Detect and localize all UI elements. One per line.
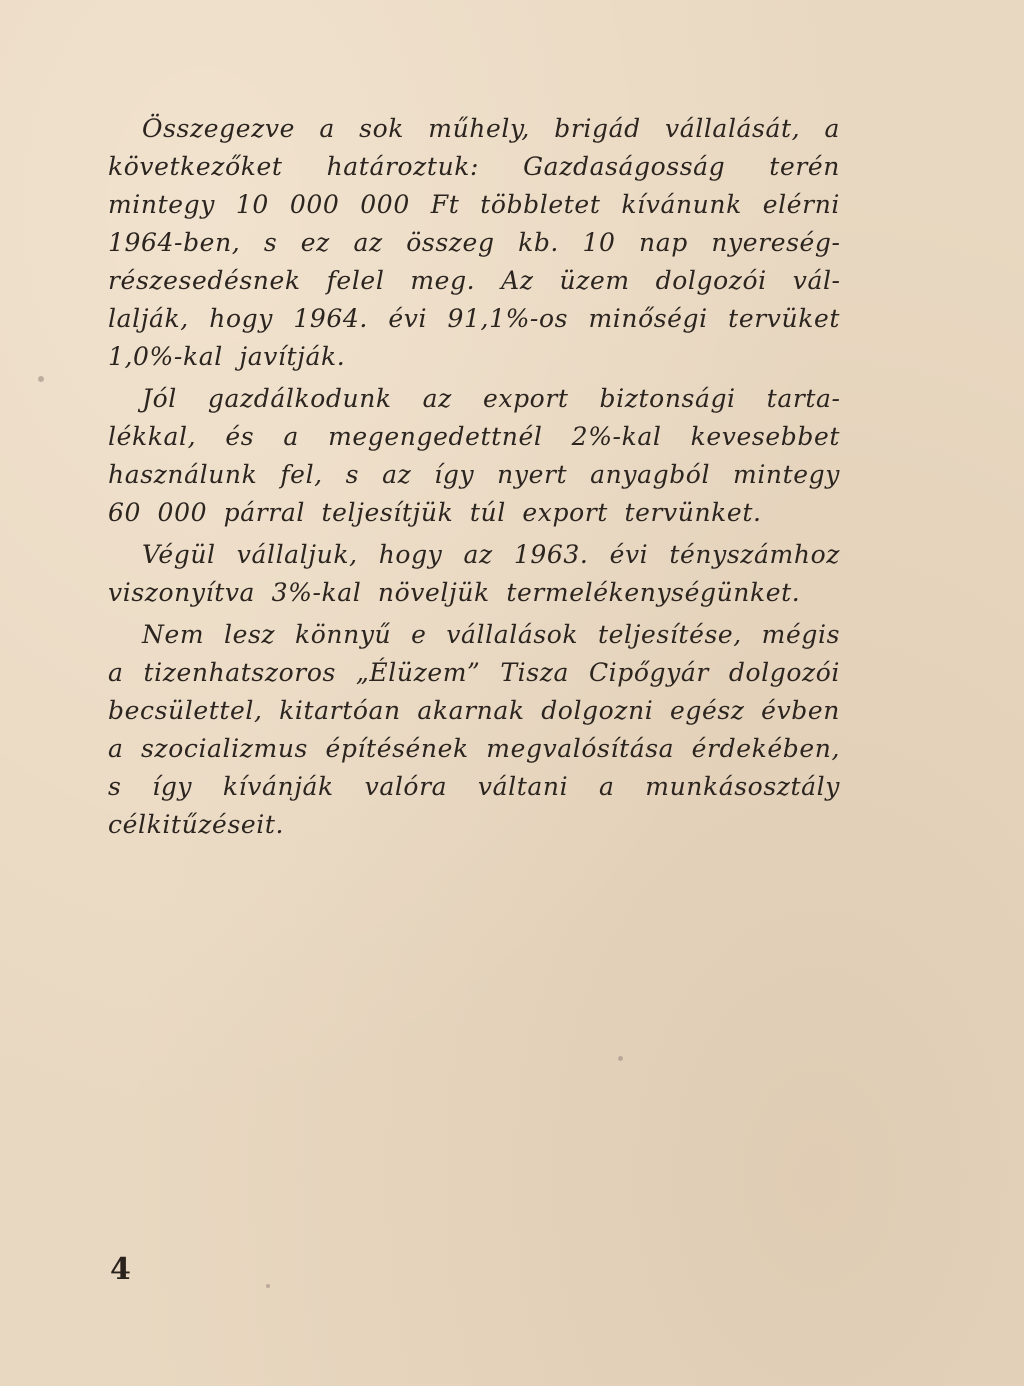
paragraph-summary: Összegezve a sok műhely, brigád vállalását, a következőket határoztuk: Gazdaságosság terén mintegy 10 000 000 Ft többletet kívánunk elérni 1964-ben, s ez az összeg kb. 10 nap nyereségrészesedésnek felel meg. Az üzem dolgozói vállalják, hogy 1964. évi 91,1%-os minőségi tervüket 1,0%-kal javítják. xyxy=(108,114,840,371)
paper-speck xyxy=(38,376,44,382)
page-number: 4 xyxy=(110,1252,131,1287)
paper-speck xyxy=(266,1284,270,1288)
paragraph-export: Jól gazdálkodunk az export biztonsági tartalékkal, és a megengedettnél 2%-kal kevesebbet használunk fel, s az így nyert anyagból mintegy 60 000 párral teljesítjük túl export tervünket. xyxy=(108,384,840,527)
paragraph-conclusion: Nem lesz könnyű e vállalások teljesítése, mégis a tizenhatszoros „Élüzem” Tisza Cipőgyár dolgozói becsülettel, kitartóan akarnak dolgozni egész évben a szocializmus építésének megvalósítása érdekében, s így kívánják valóra váltani a munkásosztály célkitűzéseit. xyxy=(108,620,840,839)
paper-speck xyxy=(618,1056,623,1061)
paragraph-productivity: Végül vállaljuk, hogy az 1963. évi tényszámhoz viszonyítva 3%-kal növeljük termelékenységünket. xyxy=(108,540,840,607)
body-text xyxy=(108,110,840,848)
